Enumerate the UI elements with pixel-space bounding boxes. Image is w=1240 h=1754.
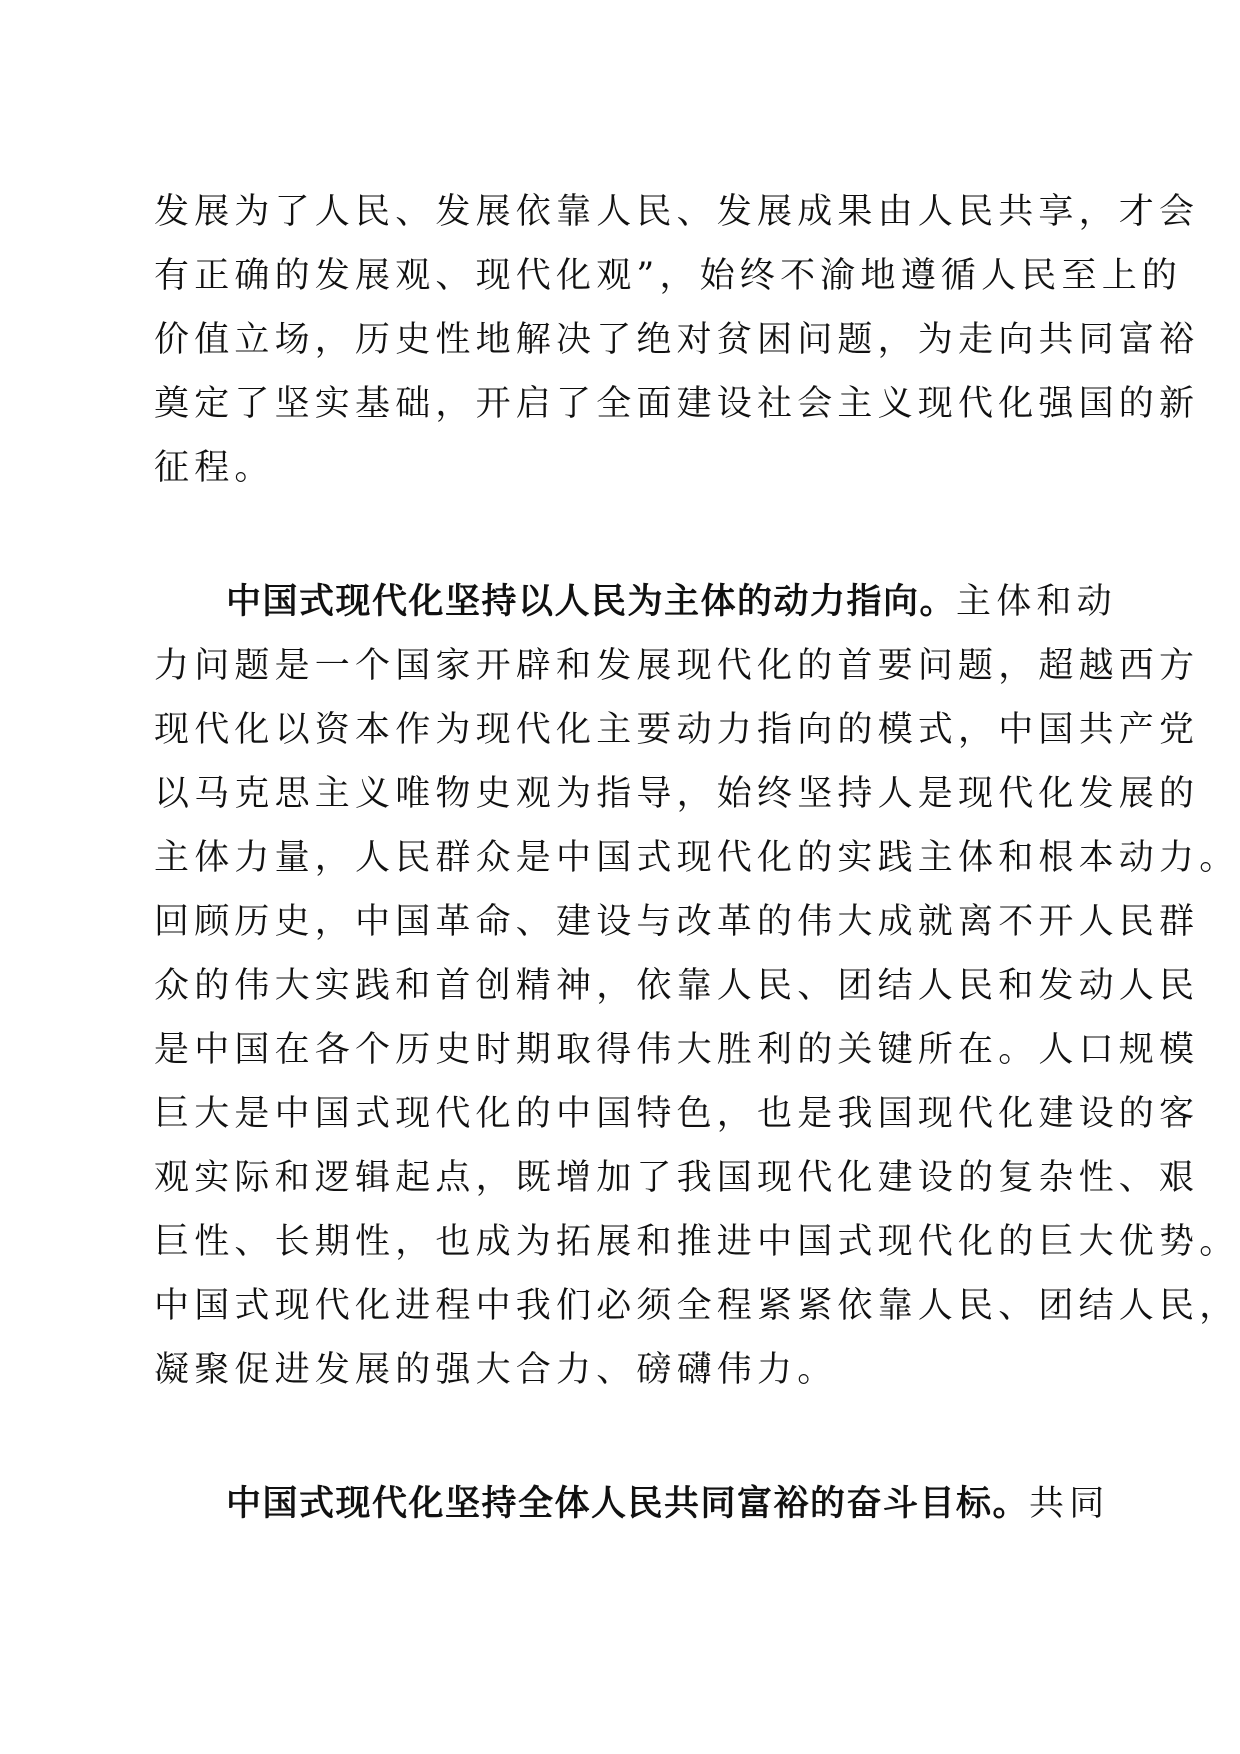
paragraph-2-first-line-rest: 主体和动: [956, 582, 1117, 622]
paragraph-2-line-6: 回顾历史，中国革命、建设与改革的伟大成就离不开人民群: [154, 902, 1200, 942]
paragraph-1-line-3: 价值立场，历史性地解决了绝对贫困问题，为走向共同富裕: [154, 320, 1200, 360]
paragraph-2-line-5: 主体力量，人民群众是中国式现代化的实践主体和根本动力。: [154, 838, 1240, 878]
paragraph-3-first-line: [226, 1474, 1110, 1534]
paragraph-3-first-line-rest: 共同: [1029, 1484, 1110, 1524]
paragraph-2-line-4: 以马克思主义唯物史观为指导，始终坚持人是现代化发展的: [154, 774, 1200, 814]
paragraph-2-first-line: [226, 572, 1117, 632]
paragraph-2-line-3: 现代化以资本作为现代化主要动力指向的模式，中国共产党: [154, 710, 1200, 750]
paragraph-2-line-7: 众的伟大实践和首创精神，依靠人民、团结人民和发动人民: [154, 966, 1200, 1006]
paragraph-2-heading: 中国式现代化坚持以人民为主体的动力指向。: [226, 582, 957, 622]
paragraph-1-line-4: 奠定了坚实基础，开启了全面建设社会主义现代化强国的新: [154, 384, 1200, 424]
paragraph-1-line-2: 有正确的发展观、现代化观”，始终不渝地遵循人民至上的: [154, 256, 1183, 296]
paragraph-2-line-8: 是中国在各个历史时期取得伟大胜利的关键所在。人口规模: [154, 1030, 1200, 1070]
paragraph-2-line-12: 中国式现代化进程中我们必须全程紧紧依靠人民、团结人民，: [154, 1286, 1240, 1326]
paragraph-2-line-13: 凝聚促进发展的强大合力、磅礴伟力。: [154, 1350, 838, 1390]
paragraph-1-line-5: 征程。: [154, 448, 275, 488]
paragraph-2-line-2: 力问题是一个国家开辟和发展现代化的首要问题，超越西方: [154, 646, 1200, 686]
paragraph-1-line-1: 发展为了人民、发展依靠人民、发展成果由人民共享，才会: [154, 192, 1200, 232]
paragraph-2-line-9: 巨大是中国式现代化的中国特色，也是我国现代化建设的客: [154, 1094, 1200, 1134]
paragraph-2-line-11: 巨性、长期性，也成为拓展和推进中国式现代化的巨大优势。: [154, 1222, 1240, 1262]
paragraph-3-heading: 中国式现代化坚持全体人民共同富裕的奋斗目标。: [226, 1484, 1030, 1524]
paragraph-2-line-10: 观实际和逻辑起点，既增加了我国现代化建设的复杂性、艰: [154, 1158, 1200, 1198]
